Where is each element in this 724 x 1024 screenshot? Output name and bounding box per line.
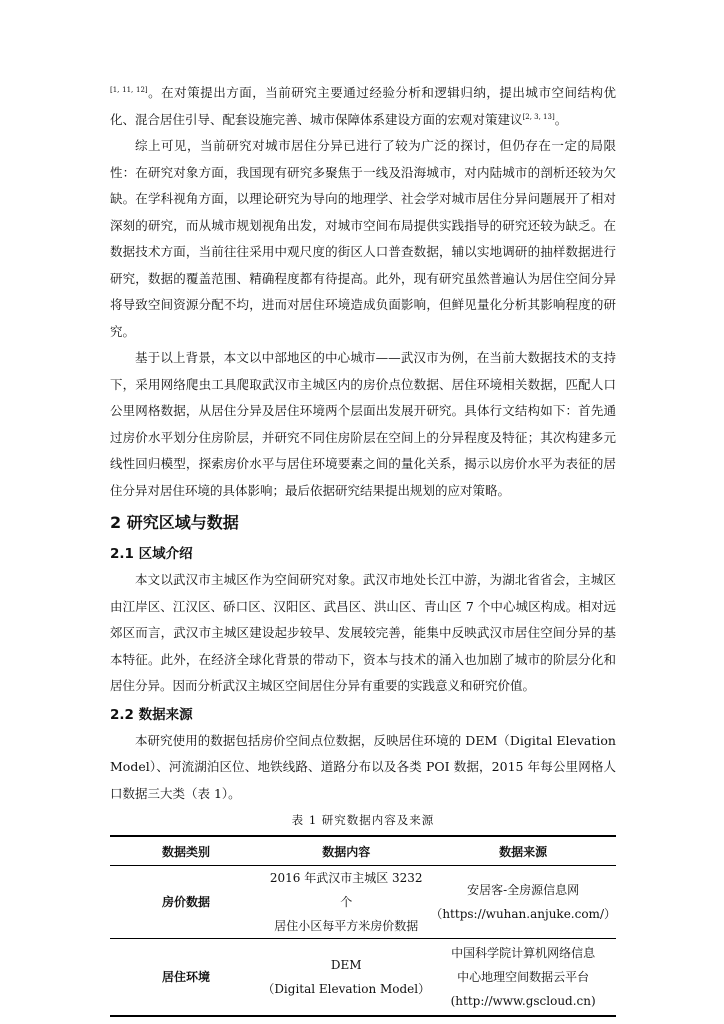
paragraph-background: 基于以上背景，本文以中部地区的中心城市——武汉市为例，在当前大数据技术的支持下，采用网络爬虫工具爬取武汉市主城区内的房价点位数据、居住环境相关数据，匹配人口公里网格数据，从居住分异及居住环境两个层面出发展开研究。具体行文结构如下：首先通过房价水平划分住房阶层，并研究不同住房阶层在空间上的分异程度及特征；其次构建多元线性回归模型，探索房价水平与居住环境要素之间的量化关系，揭示以房价水平为表征的居住分异对居住环境的具体影响；最后依据研究结果提出规划的应对策略。 xyxy=(110,350,616,498)
paragraph-policy: [1, 11, 12]。在对策提出方面，当前研究主要通过经验分析和逻辑归纳，提出城市空间结构优化、混合居住引导、配套设施完善、城市保障体系建设方面的宏观对策建议[2, 3, 13]。 xyxy=(110,85,616,127)
citation-ref: [2, 3, 13] xyxy=(522,112,555,121)
cell-content: DEM （Digital Elevation Model） xyxy=(262,939,430,1017)
cell-category: 房价数据 xyxy=(110,866,262,939)
section-heading: 2 研究区域与数据 xyxy=(110,513,239,532)
subsection-heading-region: 2.1 区域介绍 xyxy=(110,546,193,562)
data-sources-table xyxy=(110,835,616,1017)
table-row xyxy=(110,866,616,939)
paragraph-summary: 综上可见，当前研究对城市居住分异已进行了较为广泛的探讨，但仍存在一定的局限性：在研究对象方面，我国现有研究多聚焦于一线及沿海城市，对内陆城市的剖析还较为欠缺。在学科视角方面，以理论研究为导向的地理学、社会学对城市居住分异问题展开了相对深刻的研究，而从城市规划视角出发，对城市空间布局提供实践指导的研究还较为缺乏。在数据技术方面，当前往往采用中观尺度的街区人口普查数据，辅以实地调研的抽样数据进行研究，数据的覆盖范围、精确程度都有待提高。此外，现有研究虽然普遍认为居住空间分异将导致空间资源分配不均，进而对居住环境造成负面影响，但鲜见量化分析其影响程度的研究。 xyxy=(110,138,616,339)
cell-source: 中国科学院计算机网络信息 中心地理空间数据云平台 (http://www.gscloud.cn) xyxy=(430,939,616,1017)
citation-ref: [1, 11, 12] xyxy=(110,86,148,94)
cell-source: 安居客-全房源信息网 （https://wuhan.anjuke.com/） xyxy=(430,866,616,939)
header-source: 数据来源 xyxy=(430,836,616,866)
table-caption: 表 1 研究数据内容及来源 xyxy=(291,813,435,827)
table-header-row xyxy=(110,836,616,866)
cell-content: 2016 年武汉市主城区 3232 个 居住小区每平方米房价数据 xyxy=(262,866,430,939)
header-content: 数据内容 xyxy=(262,836,430,866)
table-row xyxy=(110,939,616,1017)
subsection-heading-data: 2.2 数据来源 xyxy=(110,706,193,723)
cell-category: 居住环境 xyxy=(110,939,262,1017)
paragraph-region: 本文以武汉市主城区作为空间研究对象。武汉市地处长江中游，为湖北省省会，主城区由江岸区、江汉区、硚口区、汉阳区、武昌区、洪山区、青山区 7 个中心城区构成。相对远郊区而言，武汉市主城区建设起步较早、发展较完善，能集中反映武汉市居住空间分异的基本特征。此外，在经济全球化背景的带动下，资本与技术的涌入也加剧了城市的阶层分化和居住分异。因而分析武汉主城区空间居住分异有重要的实践意义和研究价值。 xyxy=(110,572,616,693)
header-category: 数据类别 xyxy=(110,836,262,866)
paragraph-data-sources: 本研究使用的数据包括房价空间点位数据，反映居住环境的 DEM（Digital Elevation Model）、河流湖泊区位、地铁线路、道路分布以及各类 POI 数据，2015 年每公里网格人口数据三大类（表 1）。 xyxy=(110,732,616,801)
paper-page xyxy=(110,80,616,1017)
